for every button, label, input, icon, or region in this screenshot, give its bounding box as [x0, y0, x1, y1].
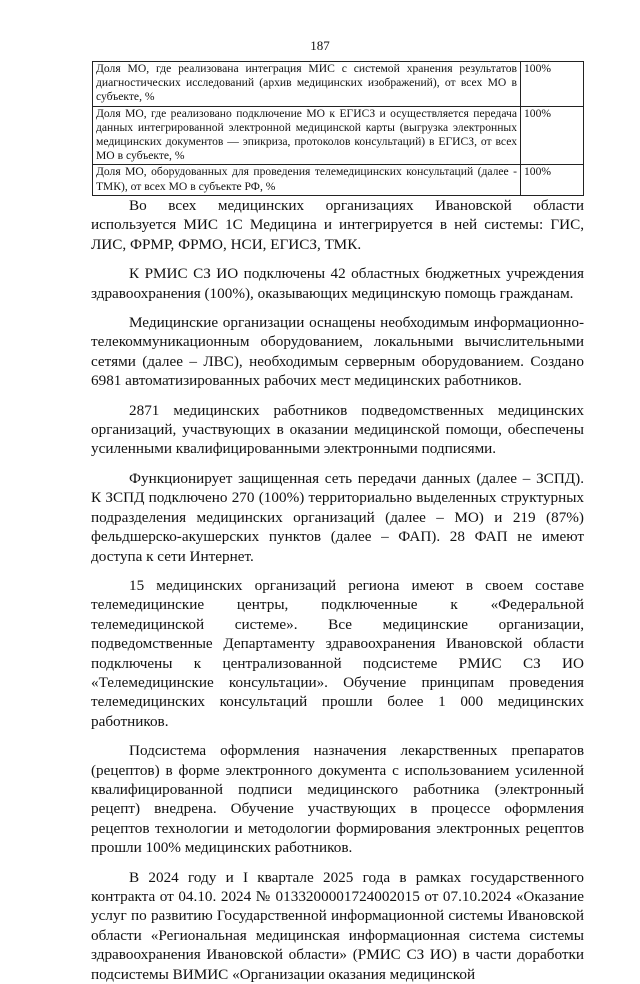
table-row	[93, 106, 584, 165]
paragraph: Подсистема оформления назначения лекарственных препаратов (рецептов) в форме электронного документа с использованием усиленной квалифицированной подписи медицинского работника (электронный рецепт) внедрена. Обучение участвующих в процессе оформления рецептов технологии и методологии формирования электронных рецептов прошли 100% медицинских работников.	[91, 742, 584, 857]
paragraph: К РМИС СЗ ИО подключены 42 областных бюджетных учреждения здравоохранения (100%), оказывающих медицинскую помощь гражданам.	[91, 265, 584, 302]
paragraph: 15 медицинских организаций региона имеют в своем составе телемедицинские центры, подключенные к «Федеральной телемедицинской системе». Все медицинские организации, подведомственные Департаменту здравоохранения Ивановской области подключены к централизованной подсистеме РМИС СЗ ИО «Телемедицинские консультации». Обучение принципам проведения телемедицинских консультаций прошли более 1 000 медицинских работников.	[91, 576, 584, 730]
body-text	[91, 196, 584, 984]
paragraph: Во всех медицинских организациях Ивановской области используется МИС 1С Медицина и интегрируется в ней системы: ГИС, ЛИС, ФРМР, ФРМО, НСИ, ЕГИСЗ, ТМК.	[91, 197, 584, 253]
page-number: 187	[310, 38, 330, 53]
indicator-value: 100%	[521, 165, 584, 195]
paragraph: В 2024 году и I квартале 2025 года в рамках государственного контракта от 04.10. 2024 № 0133200001724002015 от 07.10.2024 «Оказание услуг по развитию Государственной информационной системы Ивановской области «Региональная медицинская информационная система системы здравоохранения Ивановской области» (РМИС СЗ ИО) в части доработки подсистемы ВИМИС «Организации оказания медицинской	[91, 868, 584, 983]
indicator-description: Доля МО, оборудованных для проведения телемедицинских консультаций (далее - ТМК), от всех МО в субъекте РФ, %	[93, 165, 521, 195]
indicator-description: Доля МО, где реализована интеграция МИС с системой хранения результатов диагностических исследований (архив медицинских изображений), от всех МО в субъекте, %	[93, 62, 521, 107]
paragraph: Медицинские организации оснащены необходимым информационно-телекоммуникационным оборудованием, локальными вычислительными сетями (далее – ЛВС), необходимым серверным оборудованием. Создано 6981 автоматизированных рабочих мест медицинских работников.	[91, 314, 584, 390]
table-row	[93, 62, 584, 107]
paragraph: 2871 медицинских работников подведомственных медицинских организаций, участвующих в оказании медицинской помощи, обеспечены усиленными квалифицированными электронными подписями.	[91, 401, 584, 458]
indicator-value: 100%	[521, 106, 584, 165]
table-row	[93, 165, 584, 195]
indicator-value: 100%	[521, 62, 584, 107]
indicator-description: Доля МО, где реализовано подключение МО к ЕГИСЗ и осуществляется передача данных интегрированной электронной медицинской карты (выгрузка электронных медицинских документов — эпикриза, протоколов консультаций) в ЕГИСЗ, от всех МО в субъекте, %	[93, 106, 521, 165]
indicator-table	[92, 61, 584, 196]
paragraph: Функционирует защищенная сеть передачи данных (далее – ЗСПД). К ЗСПД подключено 270 (100%) территориально выделенных структурных подразделения медицинских организаций (далее – МО) и 219 (87%) фельдшерско-акушерских пунктов (далее – ФАП). 28 ФАП не имеют доступа к сети Интернет.	[91, 469, 584, 565]
